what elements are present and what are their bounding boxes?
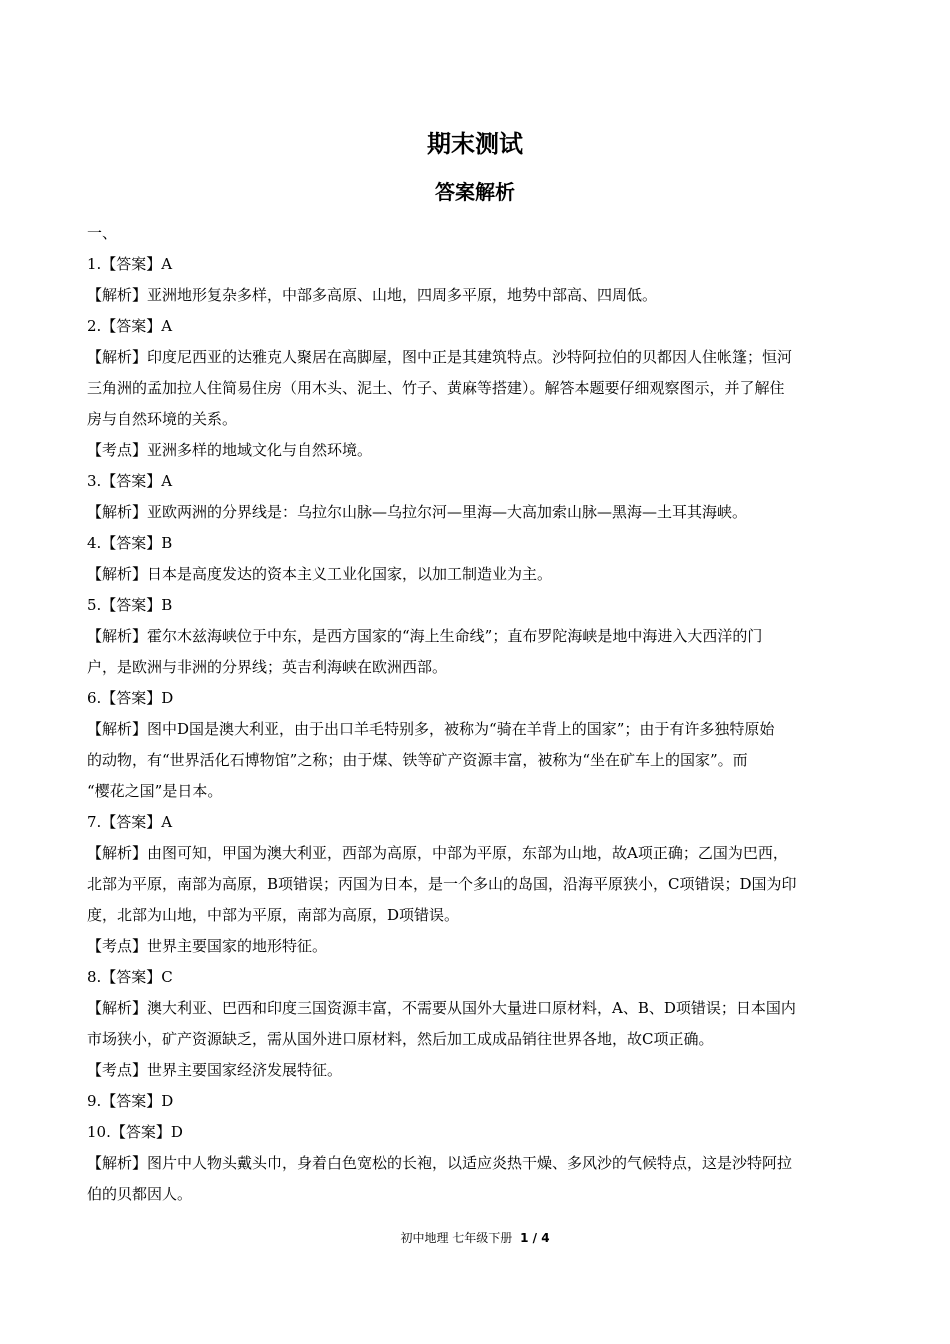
text-line: 【解析】日本是高度发达的资本主义工业化国家，以加工制造业为主。	[87, 565, 553, 583]
answer-content	[87, 218, 865, 1210]
text-line: 6.【答案】D	[87, 689, 174, 707]
page-subtitle: 答案解析	[435, 180, 515, 204]
text-line: 伯的贝都因人。	[87, 1185, 193, 1203]
text-line: 【考点】世界主要国家的地形特征。	[87, 937, 328, 955]
text-line: 户，是欧洲与非洲的分界线；英吉利海峡在欧洲西部。	[87, 658, 448, 676]
text-line: 【解析】印度尼西亚的达雅克人聚居在高脚屋，图中正是其建筑特点。沙特阿拉伯的贝都因人住帐篷；恒河	[87, 348, 793, 366]
text-line: 【解析】图片中人物头戴头巾，身着白色宽松的长袍，以适应炎热干燥、多风沙的气候特点，这是沙特阿拉	[87, 1154, 793, 1172]
text-line: 1.【答案】A	[87, 255, 173, 273]
text-line: 【解析】图中D国是澳大利亚，由于出口羊毛特别多，被称为“骑在羊背上的国家”；由于有许多独特原始	[87, 720, 775, 738]
text-line: 市场狭小，矿产资源缺乏，需从国外进口原材料，然后加工成成品销往世界各地，故C项正确。	[87, 1030, 714, 1048]
text-line: 度，北部为山地，中部为平原，南部为高原，D项错误。	[87, 906, 460, 924]
section-heading: 一、	[87, 224, 118, 242]
text-line: 3.【答案】A	[87, 472, 173, 490]
text-line: 4.【答案】B	[87, 534, 173, 552]
text-line: 2.【答案】A	[87, 317, 173, 335]
footer-text: 初中地理 七年级下册	[400, 1231, 513, 1245]
page-title: 期末测试	[427, 130, 523, 158]
text-line: 【解析】亚欧两洲的分界线是：乌拉尔山脉—乌拉尔河—里海—大高加索山脉—黑海—土耳其海峡。	[87, 503, 748, 521]
text-line: 【解析】亚洲地形复杂多样，中部多高原、山地，四周多平原，地势中部高、四周低。	[87, 286, 658, 304]
answer-lines	[87, 249, 865, 1210]
text-line: 【解析】由图可知，甲国为澳大利亚，西部为高原，中部为平原，东部为山地，故A项正确；乙国为巴西，	[87, 844, 788, 862]
text-line: 房与自然环境的关系。	[87, 410, 238, 428]
text-line: 【解析】澳大利亚、巴西和印度三国资源丰富，不需要从国外大量进口原材料，A、B、D项错误；日本国内	[87, 999, 796, 1017]
page-footer	[0, 1228, 950, 1248]
text-line: 9.【答案】D	[87, 1092, 174, 1110]
text-line: 7.【答案】A	[87, 813, 173, 831]
text-line: 10.【答案】D	[87, 1123, 183, 1141]
text-line: 【考点】亚洲多样的地域文化与自然环境。	[87, 441, 373, 459]
text-line: 【解析】霍尔木兹海峡位于中东，是西方国家的“海上生命线”；直布罗陀海峡是地中海进入大西洋的门	[87, 627, 763, 645]
text-line: “樱花之国”是日本。	[87, 782, 223, 800]
page-number: 1 / 4	[520, 1231, 550, 1245]
text-line: 的动物，有“世界活化石博物馆”之称；由于煤、铁等矿产资源丰富，被称为“坐在矿车上的国家”。而	[87, 751, 748, 769]
text-line: 5.【答案】B	[87, 596, 173, 614]
text-line: 北部为平原，南部为高原，B项错误；丙国为日本，是一个多山的岛国，沿海平原狭小，C项错误；D国为印	[87, 875, 797, 893]
text-line: 8.【答案】C	[87, 968, 173, 986]
text-line: 三角洲的孟加拉人住简易住房（用木头、泥土、竹子、黄麻等搭建）。解答本题要仔细观察图示，并了解住	[87, 379, 785, 397]
text-line: 【考点】世界主要国家经济发展特征。	[87, 1061, 343, 1079]
